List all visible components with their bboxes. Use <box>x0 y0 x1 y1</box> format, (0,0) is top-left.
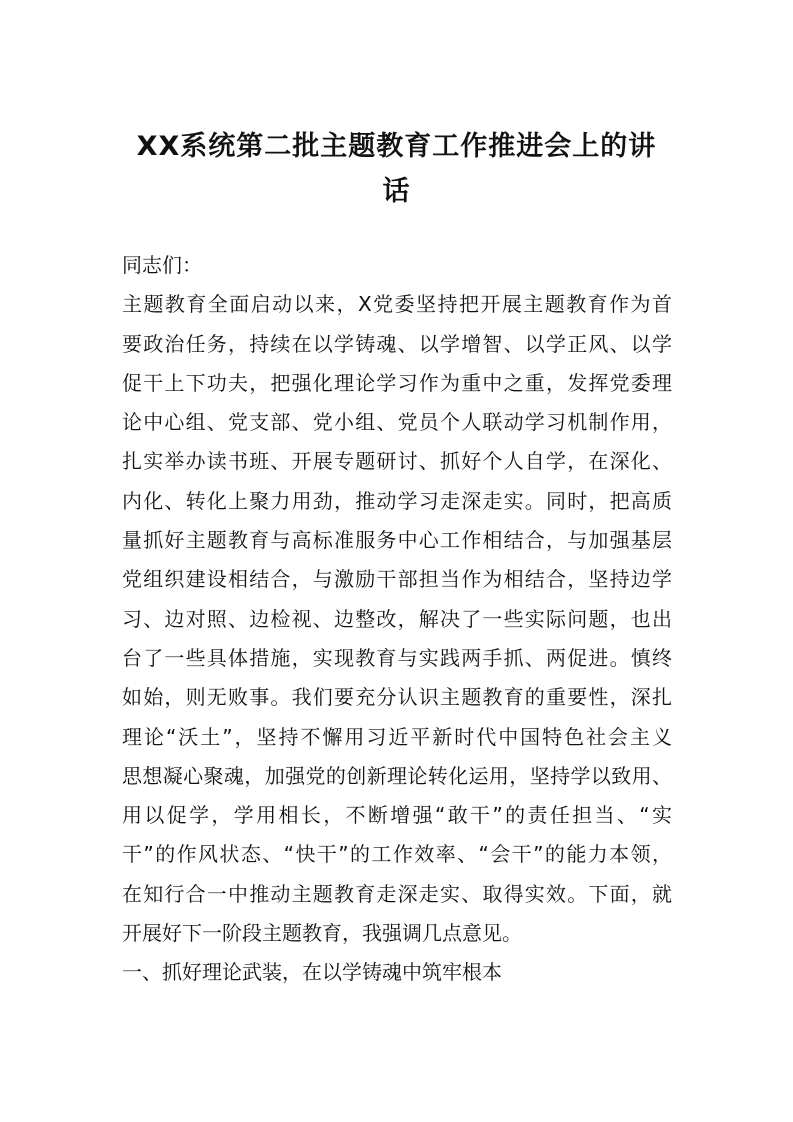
document-title <box>110 124 683 214</box>
title-line-1: XX系统第二批主题教育工作推进会上的讲 <box>136 131 657 162</box>
paragraph-line: 内化、转化上聚力用劲，推动学习走深走实。同时，把高质 <box>122 488 672 513</box>
paragraph-line: 要政治任务，持续在以学铸魂、以学增智、以学正风、以学 <box>122 331 672 356</box>
paragraph <box>122 285 672 953</box>
salutation: 同志们： <box>122 253 202 277</box>
paragraph-line: 习、边对照、边检视、边整改，解决了一些实际问题，也出 <box>122 606 672 631</box>
paragraph-line: 促干上下功夫，把强化理论学习作为重中之重，发挥党委理 <box>122 370 672 395</box>
title-line-2: 话 <box>382 176 411 207</box>
section-heading: 一、抓好理论武装，在以学铸魂中筑牢根本 <box>122 960 502 985</box>
paragraph-line: 如始，则无败事。我们要充分认识主题教育的重要性，深扎 <box>122 685 672 710</box>
document-body <box>122 246 672 993</box>
paragraph-line: 用以促学，学用相长，不断增强“敢干”的责任担当、“实 <box>122 803 672 828</box>
paragraph-line: 主题教育全面启动以来，X党委坚持把开展主题教育作为首 <box>122 292 672 317</box>
paragraph-line: 思想凝心聚魂，加强党的创新理论转化运用，坚持学以致用、 <box>122 763 672 788</box>
paragraph-line: 论中心组、党支部、党小组、党员个人联动学习机制作用， <box>122 410 672 435</box>
paragraph-line: 量抓好主题教育与高标准服务中心工作相结合，与加强基层 <box>122 528 672 553</box>
paragraph-line: 理论“沃土”，坚持不懈用习近平新时代中国特色社会主义 <box>122 724 672 749</box>
paragraph-line: 在知行合一中推动主题教育走深走实、取得实效。下面，就 <box>122 881 672 906</box>
paragraph-line: 党组织建设相结合，与激励干部担当作为相结合，坚持边学 <box>122 567 672 592</box>
paragraph-line: 台了一些具体措施，实现教育与实践两手抓、两促进。慎终 <box>122 645 672 670</box>
paragraph-line: 开展好下一阶段主题教育，我强调几点意见。 <box>122 921 522 946</box>
paragraph-line: 干”的作风状态、“快干”的工作效率、“会干”的能力本领， <box>122 842 672 867</box>
paragraph-line: 扎实举办读书班、开展专题研讨、抓好个人自学，在深化、 <box>122 449 672 474</box>
